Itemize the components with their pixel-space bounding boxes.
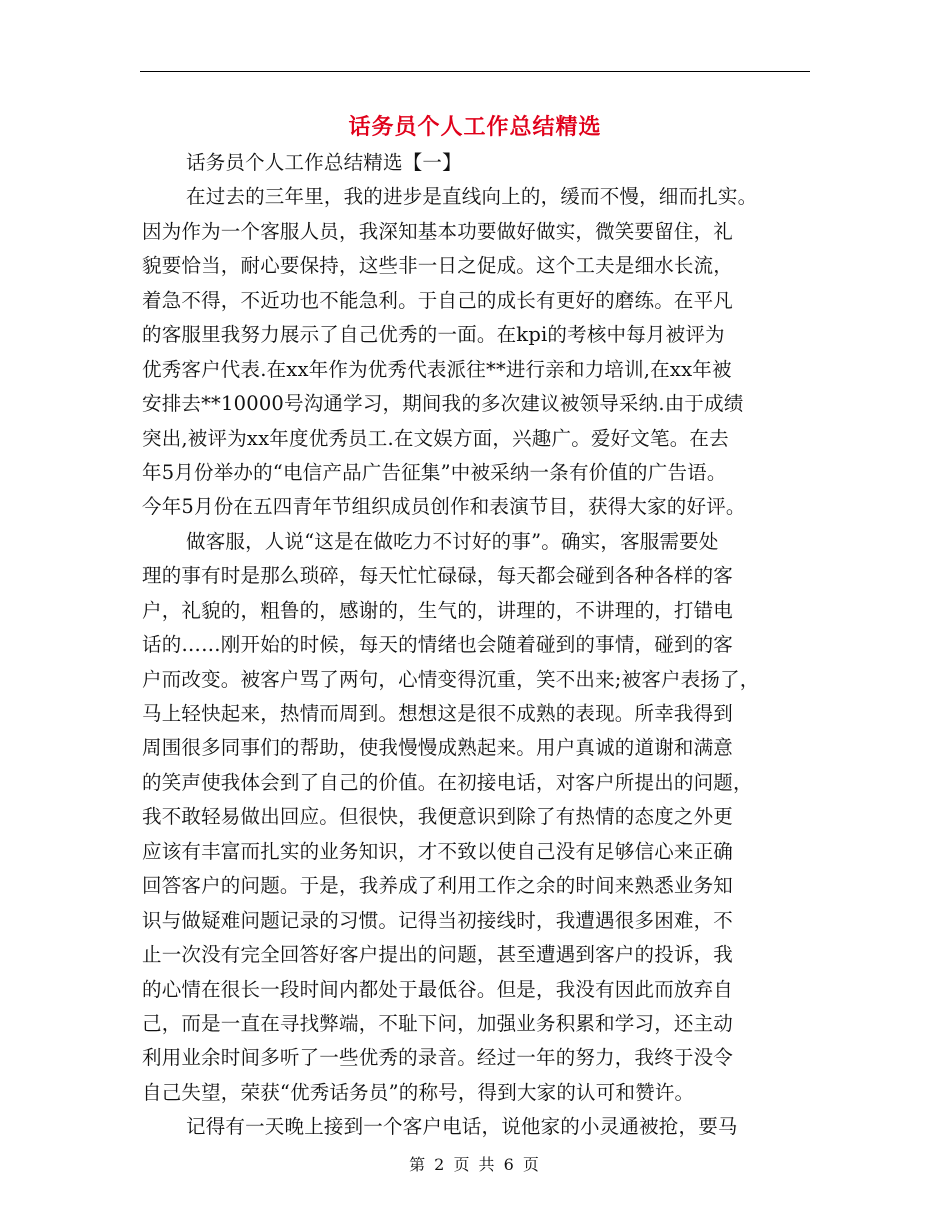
document-body <box>142 146 822 1145</box>
body-line: 止一次没有完全回答好客户提出的问题，甚至遭遇到客户的投诉，我 <box>142 943 734 967</box>
body-line: 今年5月份在五四青年节组织成员创作和表演节目，获得大家的好评。 <box>142 495 746 519</box>
body-line: 利用业余时间多听了一些优秀的录音。经过一年的努力，我终于没令 <box>142 1046 734 1070</box>
body-line: 因为作为一个客服人员，我深知基本功要做好做实，微笑要留住，礼 <box>142 219 734 243</box>
page-number: 第 2 页 共 6 页 <box>409 1155 541 1174</box>
body-line: 识与做疑难问题记录的习惯。记得当初接线时，我遭遇很多困难，不 <box>142 908 734 932</box>
body-line: 的笑声使我体会到了自己的价值。在初接电话，对客户所提出的问题， <box>142 770 753 794</box>
body-line: 的心情在很长一段时间内都处于最低谷。但是，我没有因此而放弃自 <box>142 977 734 1001</box>
body-line: 户而改变。被客户骂了两句，心情变得沉重，笑不出来;被客户表扬了， <box>142 667 760 691</box>
body-line: 我不敢轻易做出回应。但很快，我便意识到除了有热情的态度之外更 <box>142 805 734 829</box>
document-title: 话务员个人工作总结精选 <box>348 114 602 140</box>
body-line: 理的事有时是那么琐碎，每天忙忙碌碌，每天都会碰到各种各样的客 <box>142 564 734 588</box>
body-line: 己，而是一直在寻找弊端，不耻下问，加强业务积累和学习，还主动 <box>142 1011 734 1035</box>
body-line: 安排去**10000号沟通学习，期间我的多次建议被领导采纳.由于成绩 <box>142 392 744 416</box>
body-line: 自己失望，荣获“优秀话务员”的称号，得到大家的认可和赞许。 <box>142 1080 695 1104</box>
body-line: 应该有丰富而扎实的业务知识，才不致以使自己没有足够信心来正确 <box>142 839 734 863</box>
body-line: 的客服里我努力展示了自己优秀的一面。在kpi的考核中每月被评为 <box>142 323 725 347</box>
header-rule <box>140 71 810 72</box>
body-line: 话的……刚开始的时候，每天的情绪也会随着碰到的事情，碰到的客 <box>142 633 734 657</box>
body-line: 记得有一天晚上接到一个客户电话，说他家的小灵通被抢，要马 <box>186 1115 738 1139</box>
body-line: 户，礼貌的，粗鲁的，感谢的，生气的，讲理的，不讲理的，打错电 <box>142 598 734 622</box>
body-line: 回答客户的问题。于是，我养成了利用工作之余的时间来熟悉业务知 <box>142 874 734 898</box>
body-line: 着急不得，不近功也不能急利。于自己的成长有更好的磨练。在平凡 <box>142 288 734 312</box>
body-line: 做客服，人说“这是在做吃力不讨好的事”。确实，客服需要处 <box>186 529 719 553</box>
body-line: 优秀客户代表.在xx年作为优秀代表派往**进行亲和力培训,在xx年被 <box>142 357 732 381</box>
section-heading: 话务员个人工作总结精选【一】 <box>186 151 462 174</box>
body-line: 年5月份举办的“电信产品广告征集”中被采纳一条有价值的广告语。 <box>142 460 727 484</box>
body-line: 在过去的三年里，我的进步是直线向上的，缓而不慢，细而扎实。 <box>186 185 758 209</box>
body-line: 马上轻快起来，热情而周到。想想这是很不成熟的表现。所幸我得到 <box>142 702 734 725</box>
body-line: 貌要恰当，耐心要保持，这些非一日之促成。这个工夫是细水长流， <box>142 254 734 278</box>
body-line: 周围很多同事们的帮助，使我慢慢成熟起来。用户真诚的道谢和满意 <box>142 736 734 760</box>
body-line: 突出,被评为xx年度优秀员工.在文娱方面，兴趣广。爱好文笔。在去 <box>142 426 729 450</box>
